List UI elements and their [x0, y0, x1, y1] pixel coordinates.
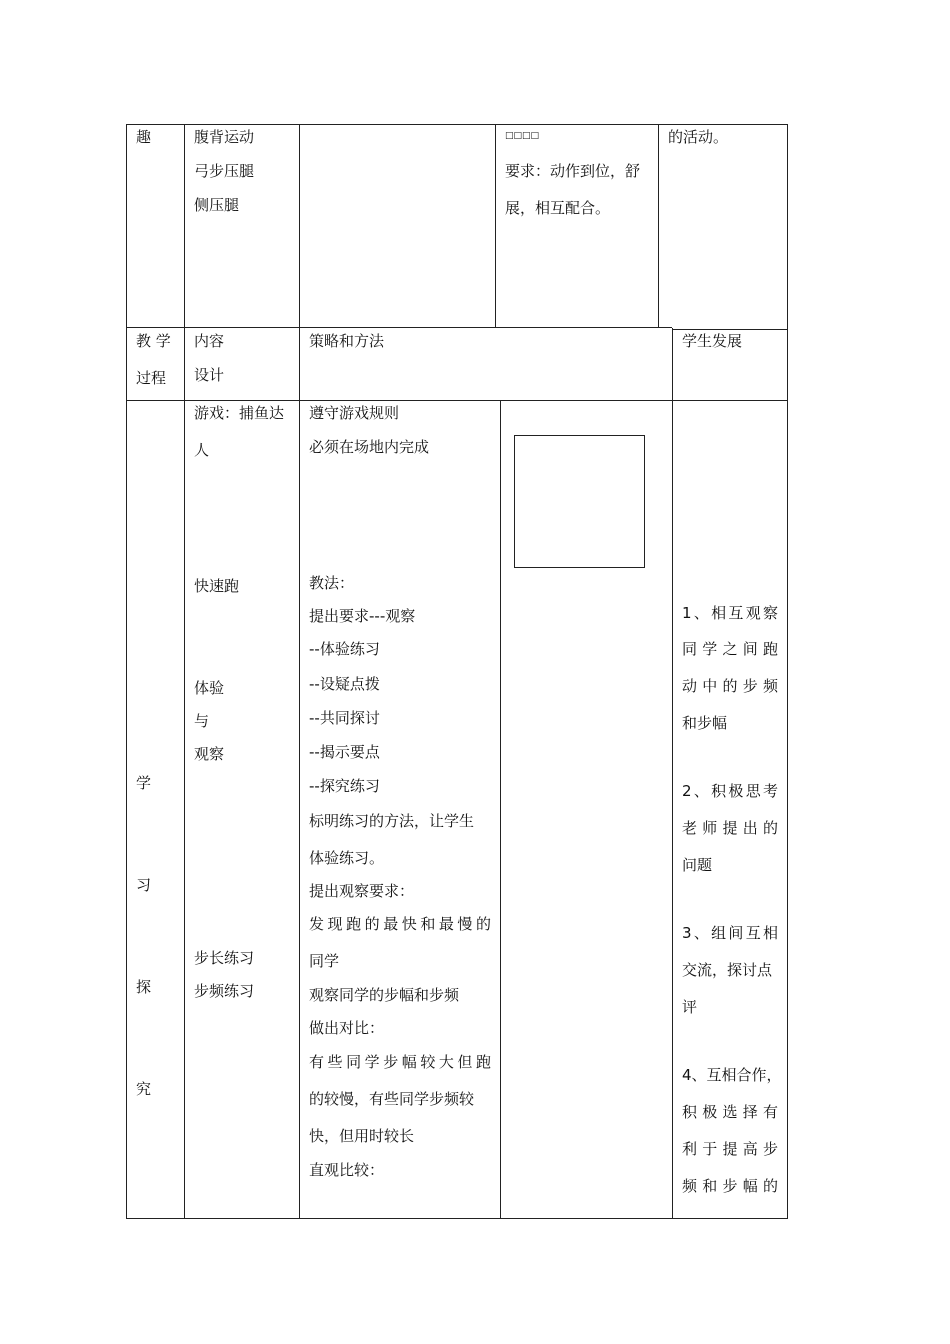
content-step-1: 步长练习: [194, 949, 255, 967]
col4-divider: [672, 328, 673, 1219]
strategy-line: 提出要求---观察: [309, 607, 416, 625]
row3-col3-divider: [500, 400, 501, 1219]
strategy-line: 教法：: [309, 574, 355, 592]
dev-2-line: 问题: [682, 856, 713, 874]
requirement-line-1: 要求：动作到位，舒: [505, 162, 641, 180]
strategy-top-2: 必须在场地内完成: [309, 438, 430, 456]
dev-1-line: 1、相互观察: [682, 604, 778, 622]
strategy-line: 发现跑的最快和最慢的: [309, 915, 491, 933]
strategy-line: 体验练习。: [309, 849, 385, 867]
warmup-item-1: 腹背运动: [194, 128, 255, 146]
dev-3-line: 3、组间互相: [682, 924, 778, 942]
content-step-2: 步频练习: [194, 982, 255, 1000]
dev-3-line: 交流，探讨点: [682, 961, 773, 979]
header-teaching-process-1: 教 学: [136, 332, 171, 350]
stage-char-3: 探: [136, 978, 152, 996]
content-fast-run: 快速跑: [194, 577, 240, 595]
strategy-line: 快，但用时较长: [309, 1127, 415, 1145]
content-experience-2: 与: [194, 712, 210, 730]
content-experience-3: 观察: [194, 745, 225, 763]
header-strategy: 策略和方法: [309, 332, 385, 350]
dev-4-line: 4、互相合作，: [682, 1066, 782, 1084]
dev-1-line: 和步幅: [682, 714, 728, 732]
table-left-border: [126, 124, 127, 1219]
strategy-line: 的较慢，有些同学步频较: [309, 1090, 475, 1108]
dev-4-line: 利于提高步: [682, 1140, 778, 1158]
stage-char-4: 究: [136, 1080, 152, 1098]
content-experience-1: 体验: [194, 679, 225, 697]
row1-col3-divider: [495, 124, 496, 328]
strategy-line: 标明练习的方法，让学生: [309, 812, 475, 830]
table-right-border: [787, 124, 788, 1219]
requirement-line-2: 展，相互配合。: [505, 199, 611, 217]
strategy-line: --体验练习: [309, 640, 380, 658]
stage-char-1: 学: [136, 774, 152, 792]
header-teaching-process-2: 过程: [136, 369, 167, 387]
strategy-line: 提出观察要求：: [309, 882, 415, 900]
table-bottom-border: [126, 1218, 788, 1219]
content-game-1: 游戏：捕鱼达: [194, 404, 285, 422]
col1-divider: [184, 124, 185, 1219]
strategy-line: --设疑点拨: [309, 675, 380, 693]
strategy-line: 观察同学的步幅和步频: [309, 986, 460, 1004]
strategy-line: 同学: [309, 952, 340, 970]
col2-divider: [299, 124, 300, 1219]
content-game-2: 人: [194, 441, 210, 459]
warmup-item-3: 侧压腿: [194, 196, 240, 214]
header-content-2: 设计: [194, 366, 225, 384]
strategy-line: --共同探讨: [309, 709, 380, 727]
dev-1-line: 动中的步频: [682, 677, 778, 695]
strategy-line: 有些同学步幅较大但跑: [309, 1053, 491, 1071]
strategy-line: --揭示要点: [309, 743, 380, 761]
row1-col4-divider: [658, 124, 659, 328]
row1-col1-text: 趣: [136, 128, 152, 146]
strategy-line: --探究练习: [309, 777, 380, 795]
stage-char-2: 习: [136, 876, 152, 894]
strategy-line: 直观比较：: [309, 1161, 385, 1179]
dev-4-line: 频和步幅的: [682, 1177, 778, 1195]
dev-3-line: 评: [682, 998, 698, 1016]
dev-2-line: 老师提出的: [682, 819, 778, 837]
diagram-placeholder-box: [514, 435, 645, 568]
strategy-top-1: 遵守游戏规则: [309, 404, 400, 422]
strategy-line: 做出对比：: [309, 1019, 385, 1037]
header-student-development: 学生发展: [682, 332, 743, 350]
garbled-small-text: □□□□: [505, 131, 540, 141]
row1-col5-text: 的活动。: [668, 128, 729, 146]
header-content-1: 内容: [194, 332, 225, 350]
dev-4-line: 积极选择有: [682, 1103, 778, 1121]
warmup-item-2: 弓步压腿: [194, 162, 255, 180]
dev-2-line: 2、积极思考: [682, 782, 778, 800]
dev-1-line: 同学之间跑: [682, 640, 778, 658]
